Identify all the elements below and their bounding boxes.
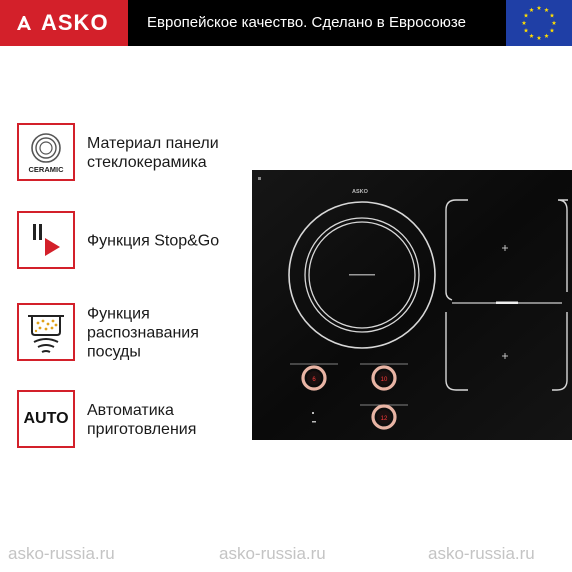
auto-icon: AUTO xyxy=(23,410,69,427)
header-bar xyxy=(0,0,572,46)
feature-auto-line2: приготовления xyxy=(87,421,197,438)
svg-text:12: 12 xyxy=(380,416,388,422)
feature-auto xyxy=(17,390,257,450)
round-zone-mark xyxy=(349,274,375,276)
watermark-2: asko-russia.ru xyxy=(219,544,326,563)
brand-name: ASKO xyxy=(41,10,109,35)
pan-detection-icon-box xyxy=(17,303,75,361)
svg-text:10: 10 xyxy=(380,377,388,383)
feature-stop-go-label xyxy=(87,232,267,251)
feature-auto-label xyxy=(87,401,267,439)
stop-go-icon-box xyxy=(17,211,75,269)
feature-pan-detection-label xyxy=(87,305,267,362)
feature-ceramic-line1: Материал панели xyxy=(87,135,219,152)
brand-logo[interactable] xyxy=(0,0,128,46)
cooktop-glass xyxy=(252,170,572,440)
feature-stop-go xyxy=(17,211,257,271)
feature-pan-detection-line3: посуды xyxy=(87,343,141,361)
feature-pan-detection-line1: Функция xyxy=(87,305,150,323)
feature-pan-detection-line2: распознавания xyxy=(87,324,199,342)
feature-auto-line1: Автоматика xyxy=(87,402,174,419)
feature-ceramic-label xyxy=(87,134,267,172)
auto-icon-box xyxy=(17,390,75,448)
asko-logo-icon xyxy=(14,13,34,33)
feature-pan-detection xyxy=(17,303,257,363)
ceramic-icon xyxy=(20,126,72,178)
feature-ceramic-line2: стеклокерамика xyxy=(87,154,207,171)
flex-zone-mark xyxy=(496,302,518,305)
cooktop-corner-mark xyxy=(258,177,261,180)
header-tagline: Европейское качество. Сделано в Евросоюзе xyxy=(147,14,466,31)
cooktop-image xyxy=(252,170,572,440)
ceramic-icon-box xyxy=(17,123,75,181)
watermark-3: asko-russia.ru xyxy=(428,544,535,563)
stop-go-icon xyxy=(20,214,72,266)
ceramic-icon-text: CERAMIC xyxy=(28,165,64,174)
feature-ceramic xyxy=(17,123,257,183)
pan-detection-icon xyxy=(20,306,72,358)
svg-text:6: 6 xyxy=(312,377,316,383)
watermark-1: asko-russia.ru xyxy=(8,544,115,563)
feature-stop-go-line1: Функция Stop&Go xyxy=(87,232,220,250)
eu-flag-icon xyxy=(506,0,572,46)
cooktop-brand: ASKO xyxy=(352,189,368,195)
